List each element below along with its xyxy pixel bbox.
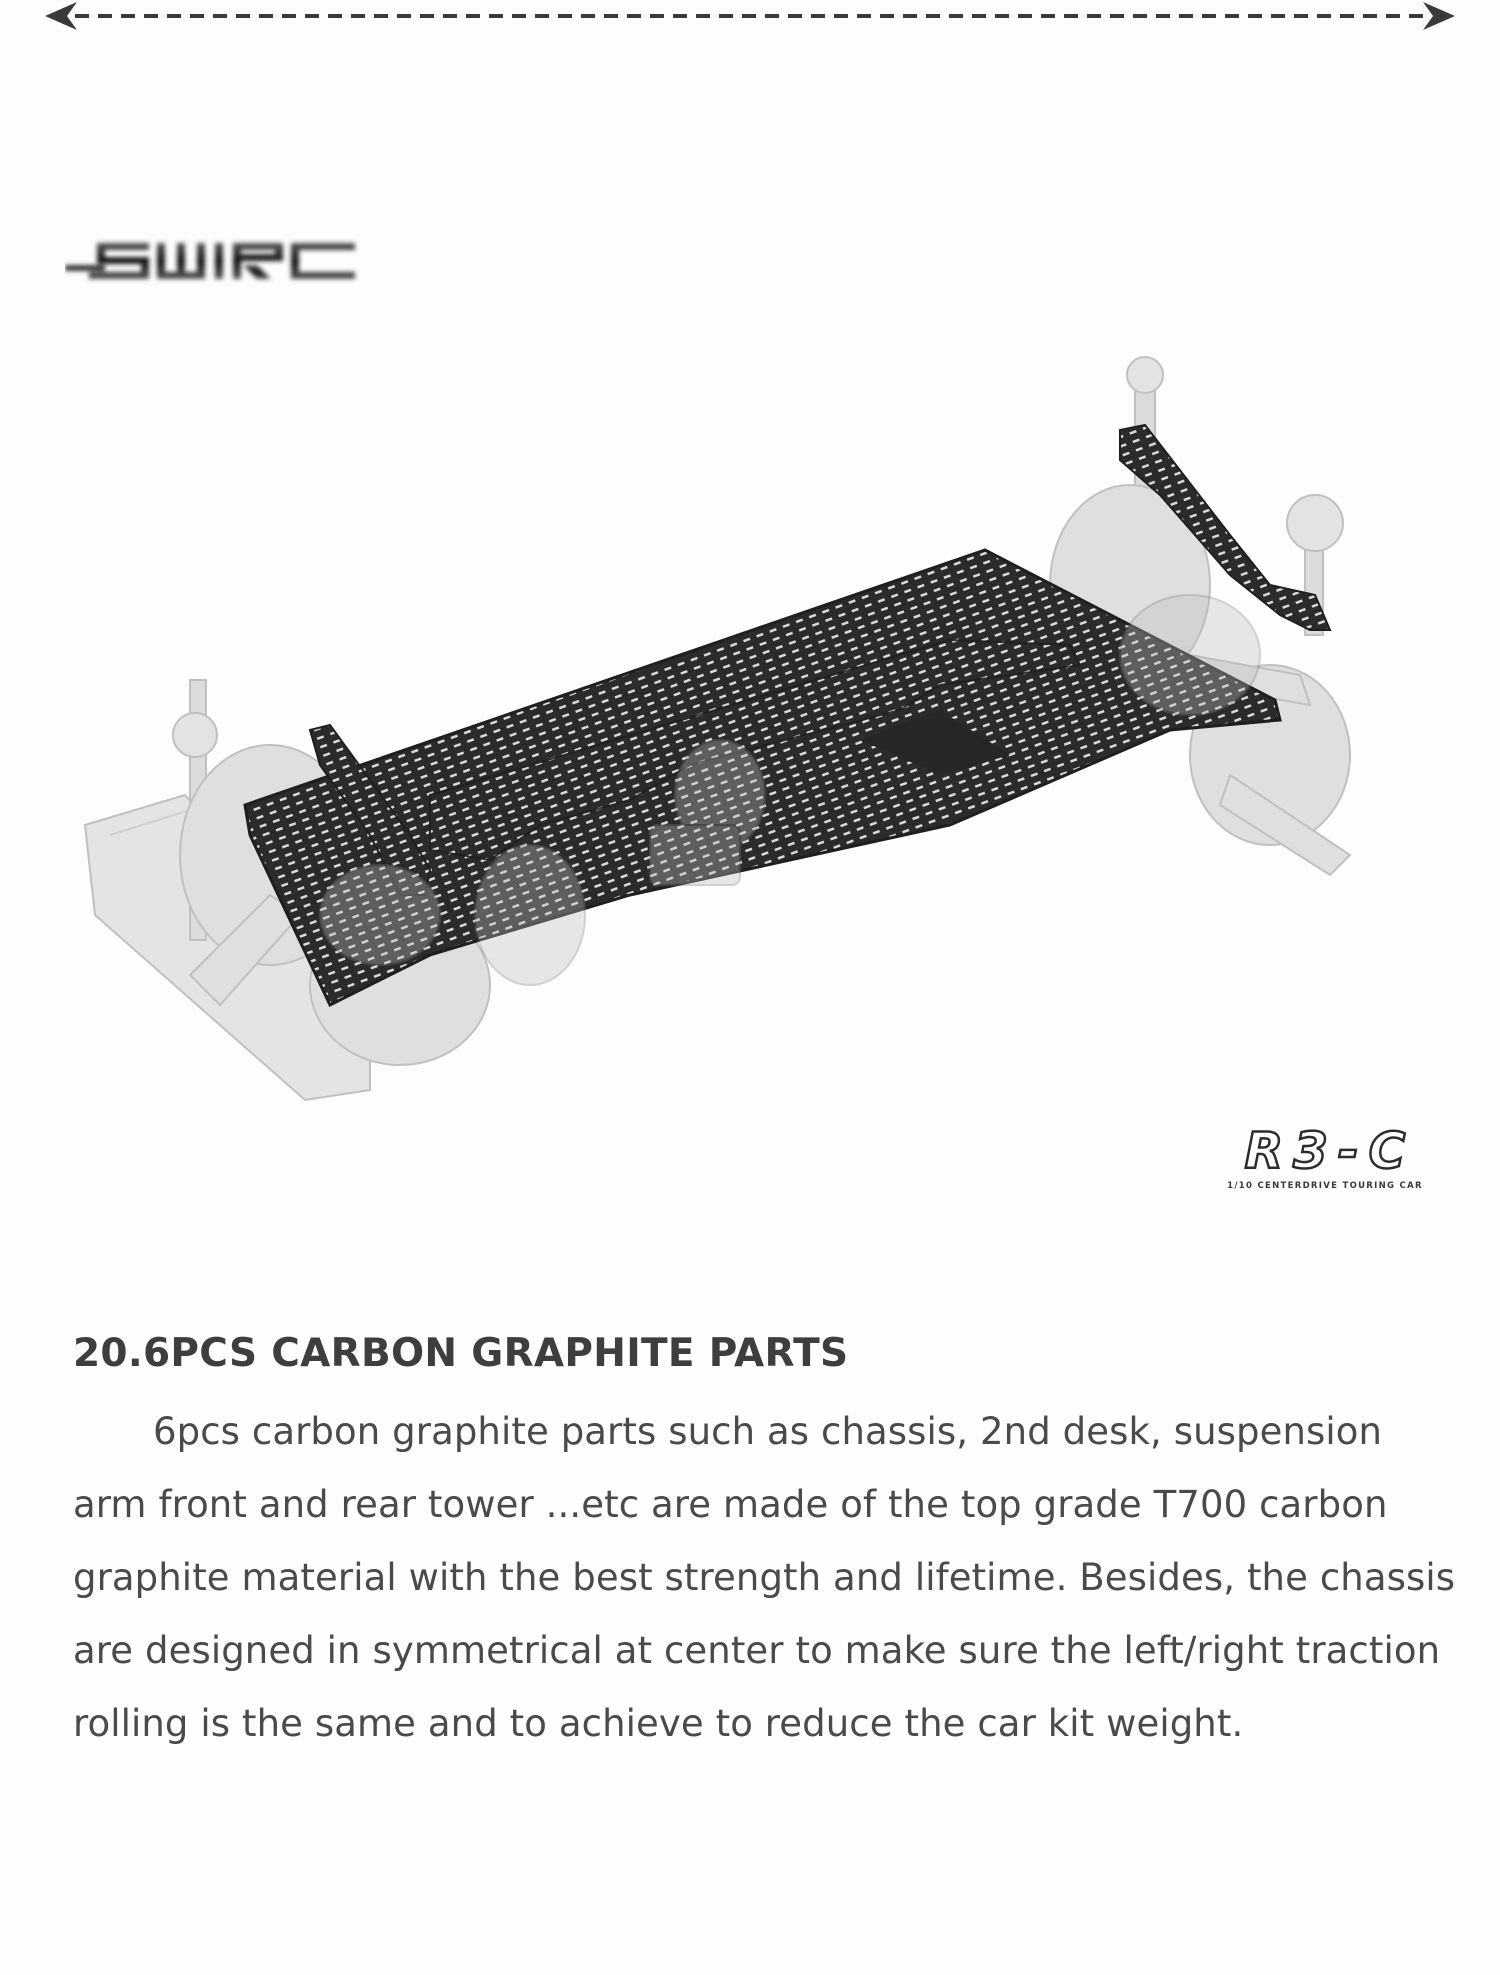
model-subtitle: 1/10 CENTERDRIVE TOURING CAR [1227, 1181, 1423, 1191]
dashed-double-arrow-divider [45, 0, 1455, 34]
brand-logo [65, 225, 375, 295]
section-title: 20.6PCS CARBON GRAPHITE PARTS [73, 1331, 849, 1376]
model-name: R3-C [1244, 1122, 1416, 1180]
section-body: 6pcs carbon graphite parts such as chassis, 2nd desk, suspension arm front and rear tower ...etc are made of the top grade T700 carbon graphite material with the best strength and lifetime. Besides, the chassis are designed in symmetrical at center to make sure the left/right traction rolling is the same and to achieve to reduce the car kit weight. [73, 1410, 1456, 1745]
chassis-illustration [70, 355, 1380, 1105]
model-badge [1205, 1122, 1445, 1195]
